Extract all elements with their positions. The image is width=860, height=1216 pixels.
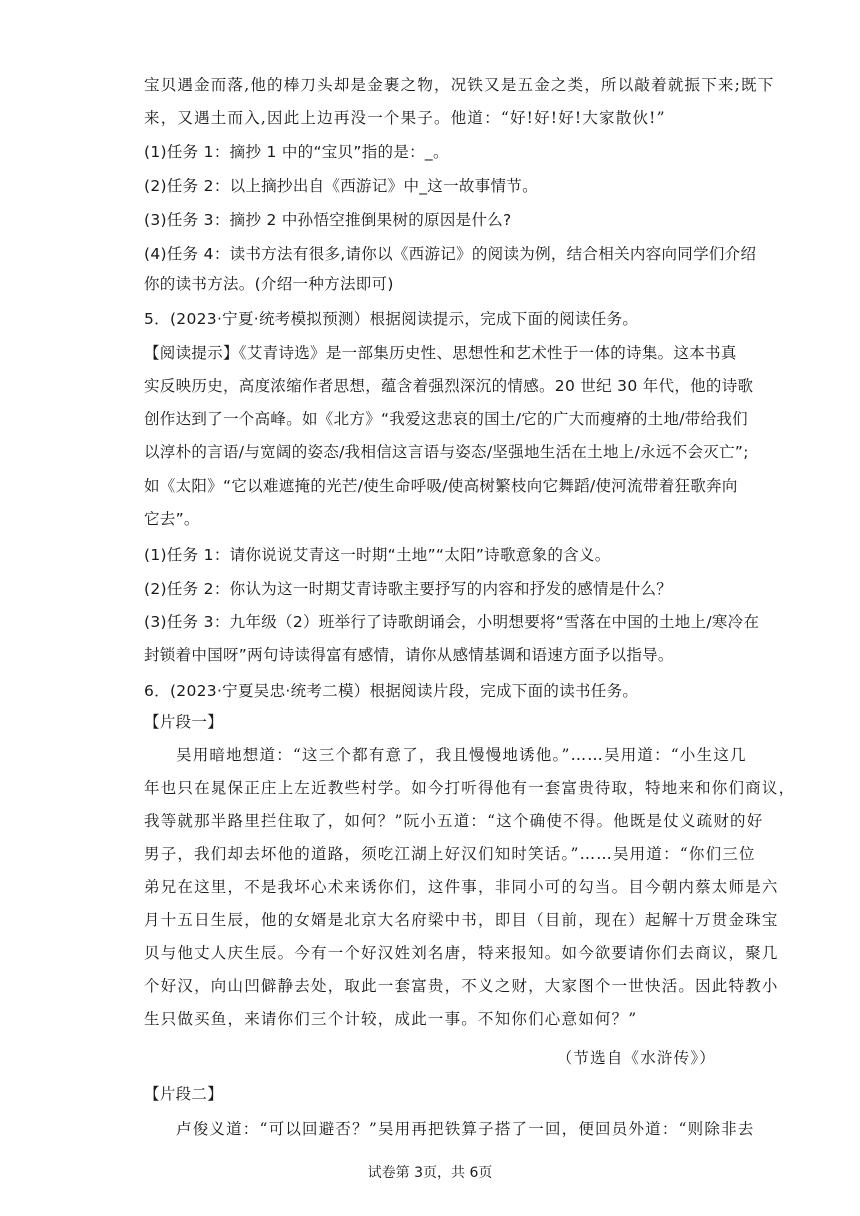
- text-line: 贝与他丈人庆生辰。今有一个好汉姓刘名唐，特来报知。如今欲要请你们去商议，聚几: [144, 944, 779, 962]
- text-line: 月十五日生辰，他的女婿是北京大名府梁中书，即目（目前，现在）起解十万贯金珠宝: [144, 911, 779, 929]
- text-line: 创作达到了一个高峰。如《北方》“我爱这悲哀的国土/它的广大而瘦瘠的土地/带给我们: [144, 410, 748, 428]
- text-line: 实反映历史，高度浓缩作者思想，蕴含着强烈深沉的情感。20 世纪 30 年代，他的诗歌: [144, 377, 754, 395]
- text-line: 男子，我们却去坏他的道路，须吃江湖上好汉们知时笑话。”……吴用道：“你们三位: [144, 845, 756, 863]
- text-line: 生只做买鱼，来请你们三个计较，成此一事。不知你们心意如何？”: [144, 1010, 638, 1028]
- page-footer: 试卷第 3页，共 6页: [367, 1165, 493, 1181]
- text-line: 个好汉，向山凹僻静去处，取此一套富贵，不义之财，大家图个一世快活。因此特教小: [144, 977, 779, 995]
- source-citation: （节选自《水浒传》）: [556, 1049, 716, 1067]
- text-line: 弟兄在这里，不是我坏心术来诱你们，这件事，非同小可的勾当。目今朝内蔡太师是六: [144, 878, 779, 896]
- text-line: 卢俊义道：“可以回避否？”吴用再把铁算子搭了一回，便回员外道：“则除非去: [176, 1120, 755, 1138]
- text-line: 它去”。: [144, 510, 200, 528]
- task-line: (1)任务 1：摘抄 1 中的“宝贝”指的是：_。: [144, 143, 449, 161]
- question-heading: 6．(2023·宁夏吴忠·统考二模）根据阅读片段，完成下面的读书任务。: [144, 682, 639, 700]
- task-line: (3)任务 3：九年级（2）班举行了诗歌朗诵会，小明想要将“雪落在中国的土地上/寒冷在: [144, 613, 760, 631]
- fragment-heading: 【片段一】: [144, 713, 224, 731]
- task-line: (4)任务 4：读书方法有很多,请你以《西游记》的阅读为例，结合相关内容向同学们介绍: [144, 245, 757, 263]
- task-line: (2)任务 2：你认为这一时期艾青诗歌主要抒写的内容和抒发的感情是什么？: [144, 580, 673, 598]
- text-line: 吴用暗地想道：“这三个都有意了，我且慢慢地诱他。”……吴用道：“小生这几: [176, 746, 747, 764]
- text-line: 宝贝遇金而落,他的棒刀头却是金裹之物，况铁又是五金之类，所以敲着就振下来;既下: [144, 76, 775, 94]
- task-line: 你的读书方法。(介绍一种方法即可): [144, 275, 394, 293]
- task-line: (2)任务 2：以上摘抄出自《西游记》中_这一故事情节。: [144, 177, 538, 195]
- task-line: 封锁着中国呀”两句诗读得富有感情，请你从感情基调和语速方面予以指导。: [144, 646, 674, 664]
- fragment-heading: 【片段二】: [144, 1085, 224, 1103]
- text-line: 来，又遇土而入,因此上边再没一个果子。他道：“好!好!好!大家散伙!”: [144, 109, 666, 127]
- text-line: 如《太阳》“它以难遮掩的光芒/使生命呼吸/使高树繁枝向它舞蹈/使河流带着狂歌奔向: [144, 477, 738, 495]
- text-line: 【阅读提示】《艾青诗选》是一部集历史性、思想性和艺术性于一体的诗集。这本书真: [144, 344, 737, 362]
- task-line: (3)任务 3：摘抄 2 中孙悟空推倒果树的原因是什么?: [144, 211, 512, 229]
- text-line: 我等就那半路里拦住取了，如何？”阮小五道：“这个确使不得。他既是仗义疏财的好: [144, 812, 764, 830]
- question-heading: 5．(2023·宁夏·统考模拟预测）根据阅读提示，完成下面的阅读任务。: [144, 310, 639, 328]
- task-line: (1)任务 1：请你说说艾青这一时期“土地”“太阳”诗歌意象的含义。: [144, 546, 611, 564]
- text-line: 年也只在晁保正庄上左近教些村学。如今打听得他有一套富贵待取，特地来和你们商议，: [144, 779, 796, 797]
- text-line: 以淳朴的言语/与宽阔的姿态/我相信这言语与姿态/坚强地生活在土地上/永远不会灭亡”;: [144, 443, 749, 461]
